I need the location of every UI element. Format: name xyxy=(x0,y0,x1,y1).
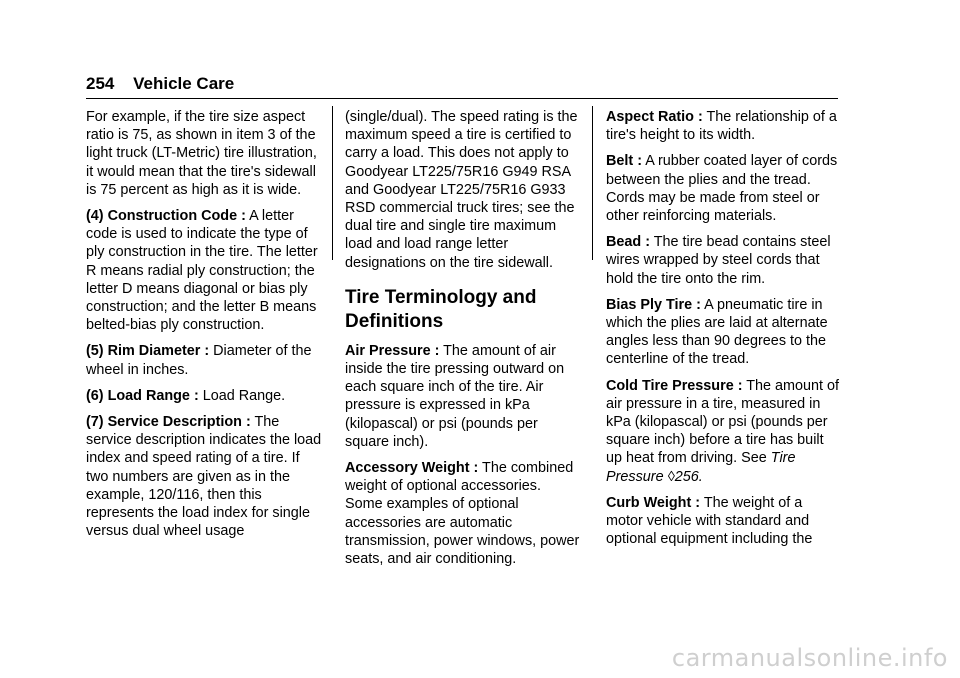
definition: A pneumatic tire in which the plies are laid at alternate angles less than 90 degrees to the centerline of the tread. xyxy=(606,296,828,368)
section-heading: Tire Terminology and Definitions xyxy=(345,286,537,332)
text-column-1 xyxy=(86,108,322,548)
text-column-3 xyxy=(606,108,842,556)
header-rule xyxy=(86,98,838,99)
paragraph-service-description: (7) Service Description : The service description indicates the load index and speed rating of a tire. If two numbers are given as in the example, 120/116, then this represents the load index for single versus dual wheel usage xyxy=(86,414,322,540)
page-title: Vehicle Care xyxy=(133,74,235,93)
definition: Load Range. xyxy=(202,387,286,404)
page-header xyxy=(86,74,234,94)
page-number: 254 xyxy=(86,74,115,93)
column-divider-1 xyxy=(332,106,333,260)
cross-reference-link[interactable]: Tire Pressure xyxy=(606,450,796,485)
definition: The amount of air pressure in a tire, measured in kPa (kilopascal) or psi (pounds per square inch) before a tire has built up heat from driving. See xyxy=(606,377,840,467)
term: (5) Rim Diameter xyxy=(86,343,201,360)
paragraph-bead: Bead : The tire bead contains steel wires wrapped by steel cords that hold the tire onto the rim. xyxy=(606,234,831,287)
definition: The relationship of a tire's height to its width. xyxy=(606,109,837,144)
term: (6) Load Range xyxy=(86,387,190,404)
paragraph-aspect-ratio: Aspect Ratio : The relationship of a tire's height to its width. xyxy=(606,109,837,144)
term: Air Pressure xyxy=(345,342,431,359)
definition: A letter code is used to indicate the type of ply construction in the tire. The letter R means radial ply construction; the letter D means diagonal or bias ply construction; and the letter B means belted-bias ply construction. xyxy=(86,208,318,334)
paragraph: For example, if the tire size aspect ratio is 75, as shown in item 3 of the light truck (LT-Metric) tire illustration, it would mean that the tire's sidewall is 75 percent as high as it is wide. xyxy=(86,109,317,198)
paragraph-accessory-weight: Accessory Weight : The combined weight of optional accessories. Some examples of optional accessories are automatic transmission, power windows, power seats, and air conditioning. xyxy=(345,460,580,568)
page-ref-icon: ◊ xyxy=(667,468,675,485)
column-divider-2 xyxy=(592,106,593,260)
term: Aspect Ratio xyxy=(606,109,694,125)
paragraph-belt: Belt : A rubber coated layer of cords between the plies and the tread. Cords may be made from steel or other reinforcing materials. xyxy=(606,153,838,225)
paragraph-load-range: (6) Load Range : Load Range. xyxy=(86,387,286,404)
term: Bias Ply Tire xyxy=(606,296,693,313)
watermark: carmanualsonline.info xyxy=(671,644,948,672)
term: Curb Weight xyxy=(606,494,692,511)
definition: The weight of a motor vehicle with standard and optional equipment including the xyxy=(606,494,813,548)
definition: The amount of air inside the tire pressing outward on each square inch of the tire. Air pressure is expressed in kPa (kilopascal) or psi (pounds per square inch). xyxy=(345,342,565,450)
term: (4) Construction Code xyxy=(86,208,238,225)
cross-reference-page[interactable]: 256. xyxy=(674,468,703,485)
paragraph-rim-diameter: (5) Rim Diameter : Diameter of the wheel in inches. xyxy=(86,343,312,378)
term: (7) Service Description xyxy=(86,414,242,431)
term: Bead xyxy=(606,234,642,251)
term: Cold Tire Pressure xyxy=(606,377,734,394)
paragraph-curb-weight: Curb Weight : The weight of a motor vehicle with standard and optional equipment including the xyxy=(606,494,813,548)
paragraph-bias-ply-tire: Bias Ply Tire : A pneumatic tire in which the plies are laid at alternate angles less than 90 degrees to the centerline of the tread. xyxy=(606,296,828,368)
paragraph-air-pressure: Air Pressure : The amount of air inside the tire pressing outward on each square inch of the tire. Air pressure is expressed in kPa (kilopascal) or psi (pounds per square inch). xyxy=(345,342,565,450)
definition: The combined weight of optional accessories. Some examples of optional accessories are automatic transmission, power windows, power seats, and air conditioning. xyxy=(345,460,580,568)
definition: The tire bead contains steel wires wrapped by steel cords that hold the tire onto the rim. xyxy=(606,234,831,287)
paragraph: (single/dual). The speed rating is the maximum speed a tire is certified to carry a load. This does not apply to Goodyear LT225/75R16 G949 RSA and Goodyear LT225/75R16 G933 RSD commercial truck tires; see the dual tire and single tire maximum load and load range letter designations on the tire sidewall. xyxy=(345,109,578,271)
paragraph-construction-code: (4) Construction Code : A letter code is used to indicate the type of ply construction in the tire. The letter R means radial ply construction; the letter D means diagonal or bias ply construction; and the letter B means belted-bias ply construction. xyxy=(86,208,318,334)
text-column-2 xyxy=(345,108,581,576)
definition: The service description indicates the load index and speed rating of a tire. If two numbers are given as in the example, 120/116, then this represents the load index for single versus dual wheel usage xyxy=(86,414,322,540)
term: Belt xyxy=(606,153,634,170)
term: Accessory Weight xyxy=(345,460,470,477)
definition: A rubber coated layer of cords between the plies and the tread. Cords may be made from steel or other reinforcing materials. xyxy=(606,153,838,225)
paragraph-cold-tire-pressure: Cold Tire Pressure : The amount of air pressure in a tire, measured in kPa (kilopascal) or psi (pounds per square inch) before a tire has built up heat from driving. See Tire Pressure ◊256. xyxy=(606,377,840,485)
definition: Diameter of the wheel in inches. xyxy=(86,343,312,378)
